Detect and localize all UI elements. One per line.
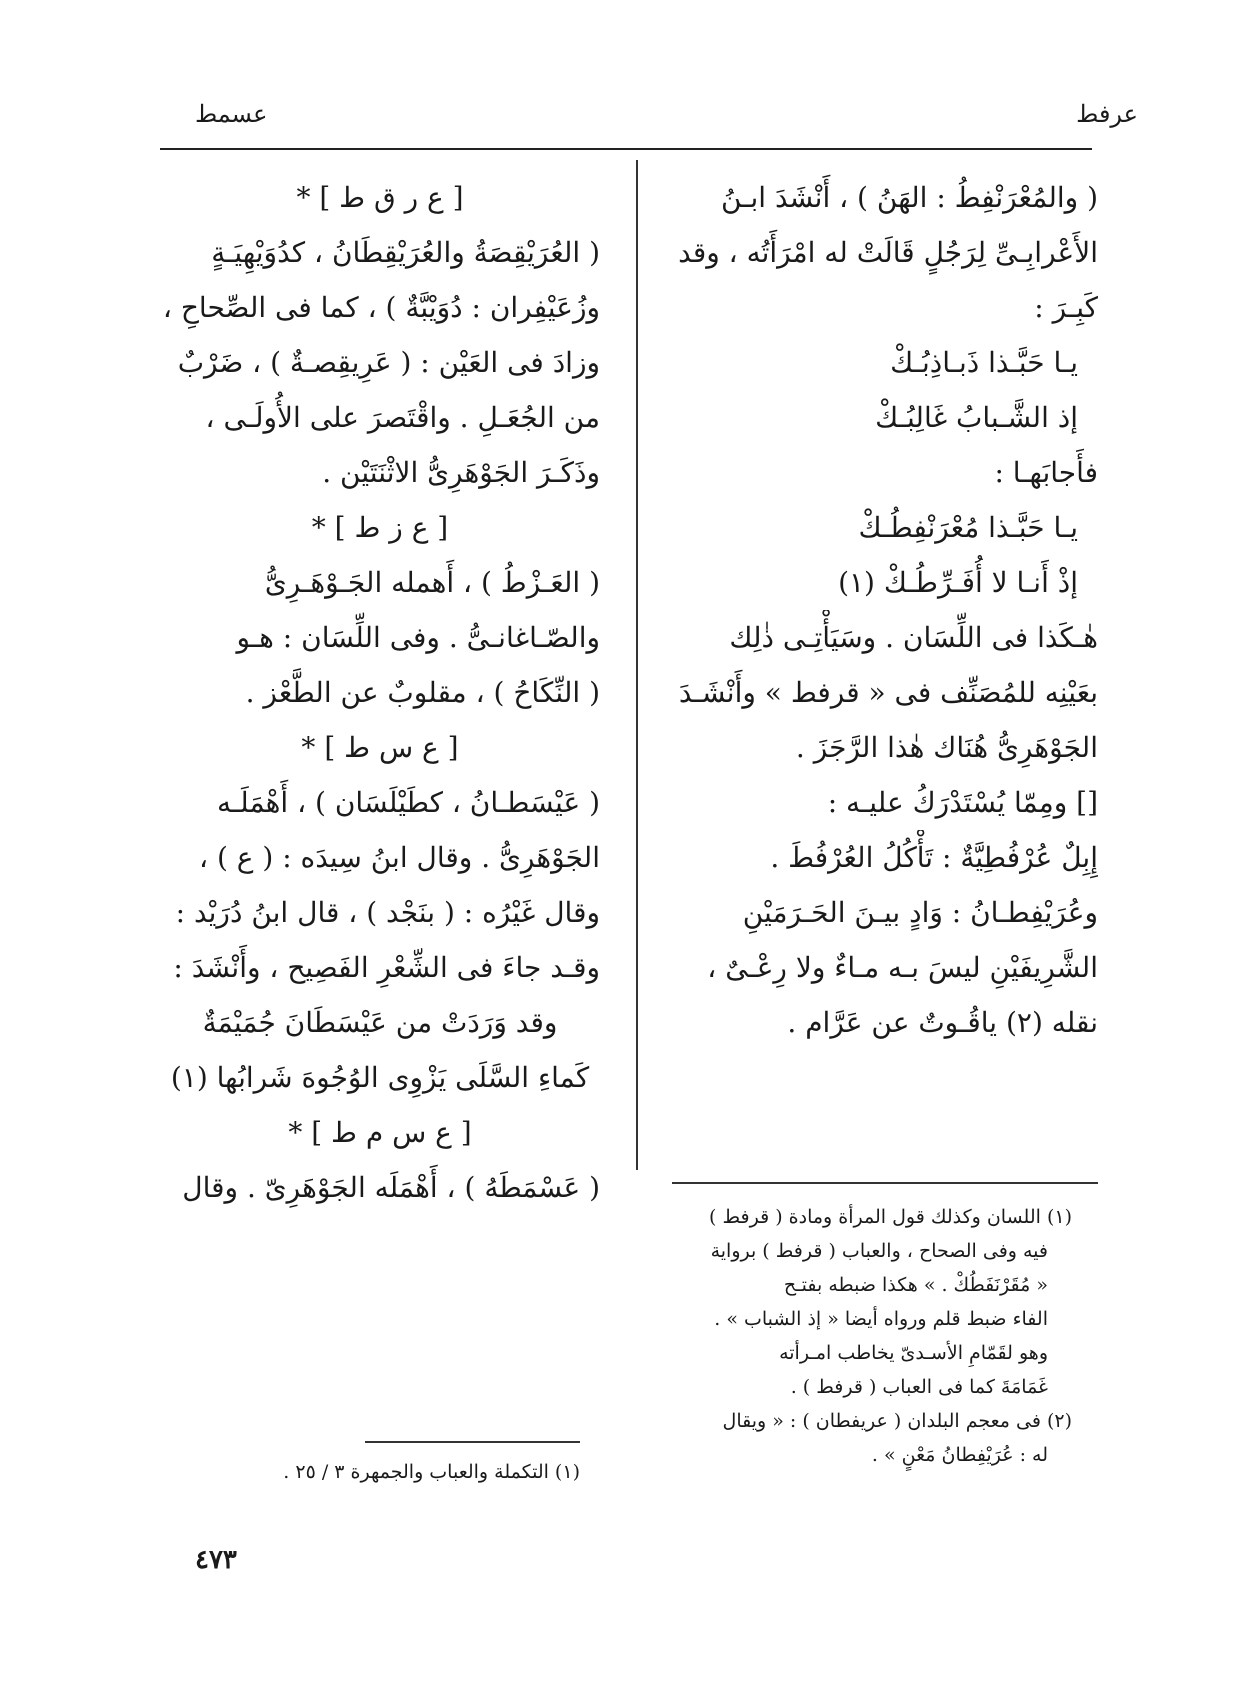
text-line: ( النِّكَاحُ ) ، مقلوبٌ عن الطَّعْز . [245,676,600,709]
running-header-left: عسمط [195,100,268,128]
text-line: ( عَسْمَطَهُ ) ، أَهْمَلَه الجَوْهَرِىّ . وقال [182,1171,600,1204]
verse-line: إذْ أَنـا لا أُفَـرِّطُـكْ (١) [838,566,1078,599]
text-line: ( العُرَيْقِصَةُ والعُرَيْقِطَانُ ، كدُوَيْهِيَـةٍ [211,236,600,269]
text-line: وقال غَيْرُه : ( بنَجْد ) ، قال ابنُ دُرَيْد : [175,896,600,929]
footnote-rule [672,1182,1098,1184]
text-line: ( والمُعْرَنْفِطُ : الهَنُ ) ، أَنْشَدَ ابـنُ [720,181,1098,214]
verse-line: يـا حَبَّـذا مُعْرَنْفِطُـكْ [858,511,1078,544]
text-line: الأَعْرابِـىِّ لِرَجُلٍ قَالَتْ له امْرَأَتُه ، وقد [678,236,1098,269]
left-column [160,170,600,1215]
entry-heading: [ ع س م ط ] * [288,1116,472,1149]
verse-line: يـا حَبَّـذا ذَبـاذِبُـكْ [890,346,1078,379]
footnote-line: (٢) فى معجم البلدان ( عريفطان ) : « ويقال [722,1410,1072,1432]
footnote-line: وهو لقَمّامِ الأسـدىّ يخاطب امـرأته [779,1342,1048,1364]
text-line: ( العَـزْطُ ) ، أَهمله الجَـوْهَـرِىُّ [264,566,600,599]
text-line: الجَوْهَرِىُّ هُنَاك هٰذا الرَّجَزَ . [795,731,1098,764]
entry-heading: [ ع ر ق ط ] * [296,181,464,214]
text-line: الجَوْهَرِىُّ . وقال ابنُ سِيدَه : ( ع ) ، [199,841,600,874]
footnote-line: له : عُرَيْفِطانُ مَعْنٍ » . [871,1444,1048,1466]
verse-line: وقد وَرَدَتْ من عَيْسَطَانَ جُمَيْمَةٌ [202,1006,558,1039]
verse-line: كَماءِ السَّلَى يَزْوِى الوُجُوهَ شَرابُها (١) [170,1061,590,1094]
text-line: وعُرَيْفِطـانُ : وَادٍ بيـنَ الحَـرَمَيْنِ [742,896,1098,929]
right-column [668,170,1098,1050]
entry-heading: [ ع س ط ] * [301,731,459,764]
text-line: ( عَيْسَطـانُ ، كطَيْلَسَان ) ، أَهْمَلَـه [216,786,600,819]
running-header-right: عرفط [1076,100,1138,128]
verse-line: إذ الشَّـبابُ غَالِبُـكْ [875,401,1078,434]
footnote-line: غَمَامَةَ كما فى العباب ( قرفط ) . [790,1376,1048,1398]
column-divider [636,160,638,1170]
text-line: كَبِـرَ : [1034,291,1098,324]
text-line: [] ومِمّا يُسْتَدْرَكُ عليـه : [827,786,1098,819]
text-line: فأَجابَهـا : [994,456,1098,489]
text-line: بعَيْنِه للمُصَنِّف فى « قرفط » وأَنْشَـدَ [678,676,1098,709]
header-rule [160,148,1092,150]
entry-heading: [ ع ز ط ] * [311,511,449,544]
text-line: وزادَ فى العَيْن : ( عَرِيقِصـةٌ ) ، ضَرْبٌ [177,346,600,379]
text-line: نقله (٢) ياقُـوتٌ عن عَرَّام . [787,1006,1098,1039]
text-line: الشَّرِيفَيْنِ ليسَ بـه مـاءٌ ولا رِعْـىٌ ، [707,951,1098,984]
text-line: هٰـكَذا فى اللِّسَان . وسَيَأْتِـى ذٰلِك [729,621,1098,654]
right-footnotes [672,1200,1072,1472]
footnote-line: فيه وفى الصحاح ، والعباب ( قرفط ) برواية [710,1240,1048,1262]
left-footnote: (١) التكملة والعباب والجمهرة ٣ / ٢٥ . [283,1461,580,1483]
text-line: وزُعَيْفِران : دُوَيْبَّةٌ ) ، كما فى الصِّحاحِ ، [162,291,600,324]
text-line: وذَكَـرَ الجَوْهَرِىُّ الاثْنَتَيْن . [322,456,600,489]
page-number: ٤٧٣ [195,1545,237,1575]
text-line: إِبِلٌ عُرْفُطِيَّةٌ : تَأْكُلُ العُرْفُطَ . [770,841,1098,874]
text-line: من الجُعَـلِ . واقْتَصرَ على الأُولَـى ، [205,401,600,434]
footnote-line: الفاء ضبط قلم ورواه أيضا « إذ الشباب » . [714,1308,1048,1330]
footnote-line: « مُقَرْنَفَطُكْ . » هكذا ضبطه بفتـح [783,1274,1048,1296]
footnote-line: (١) اللسان وكذلك قول المرأة ومادة ( قرفط ) [709,1206,1072,1228]
text-line: وقـد جاءَ فى الشِّعْرِ الفَصِيح ، وأَنْشَدَ : [173,951,600,984]
text-line: والصّـاغانـىُّ . وفى اللِّسَان : هـو [236,621,600,654]
footnote-rule [365,1441,580,1443]
